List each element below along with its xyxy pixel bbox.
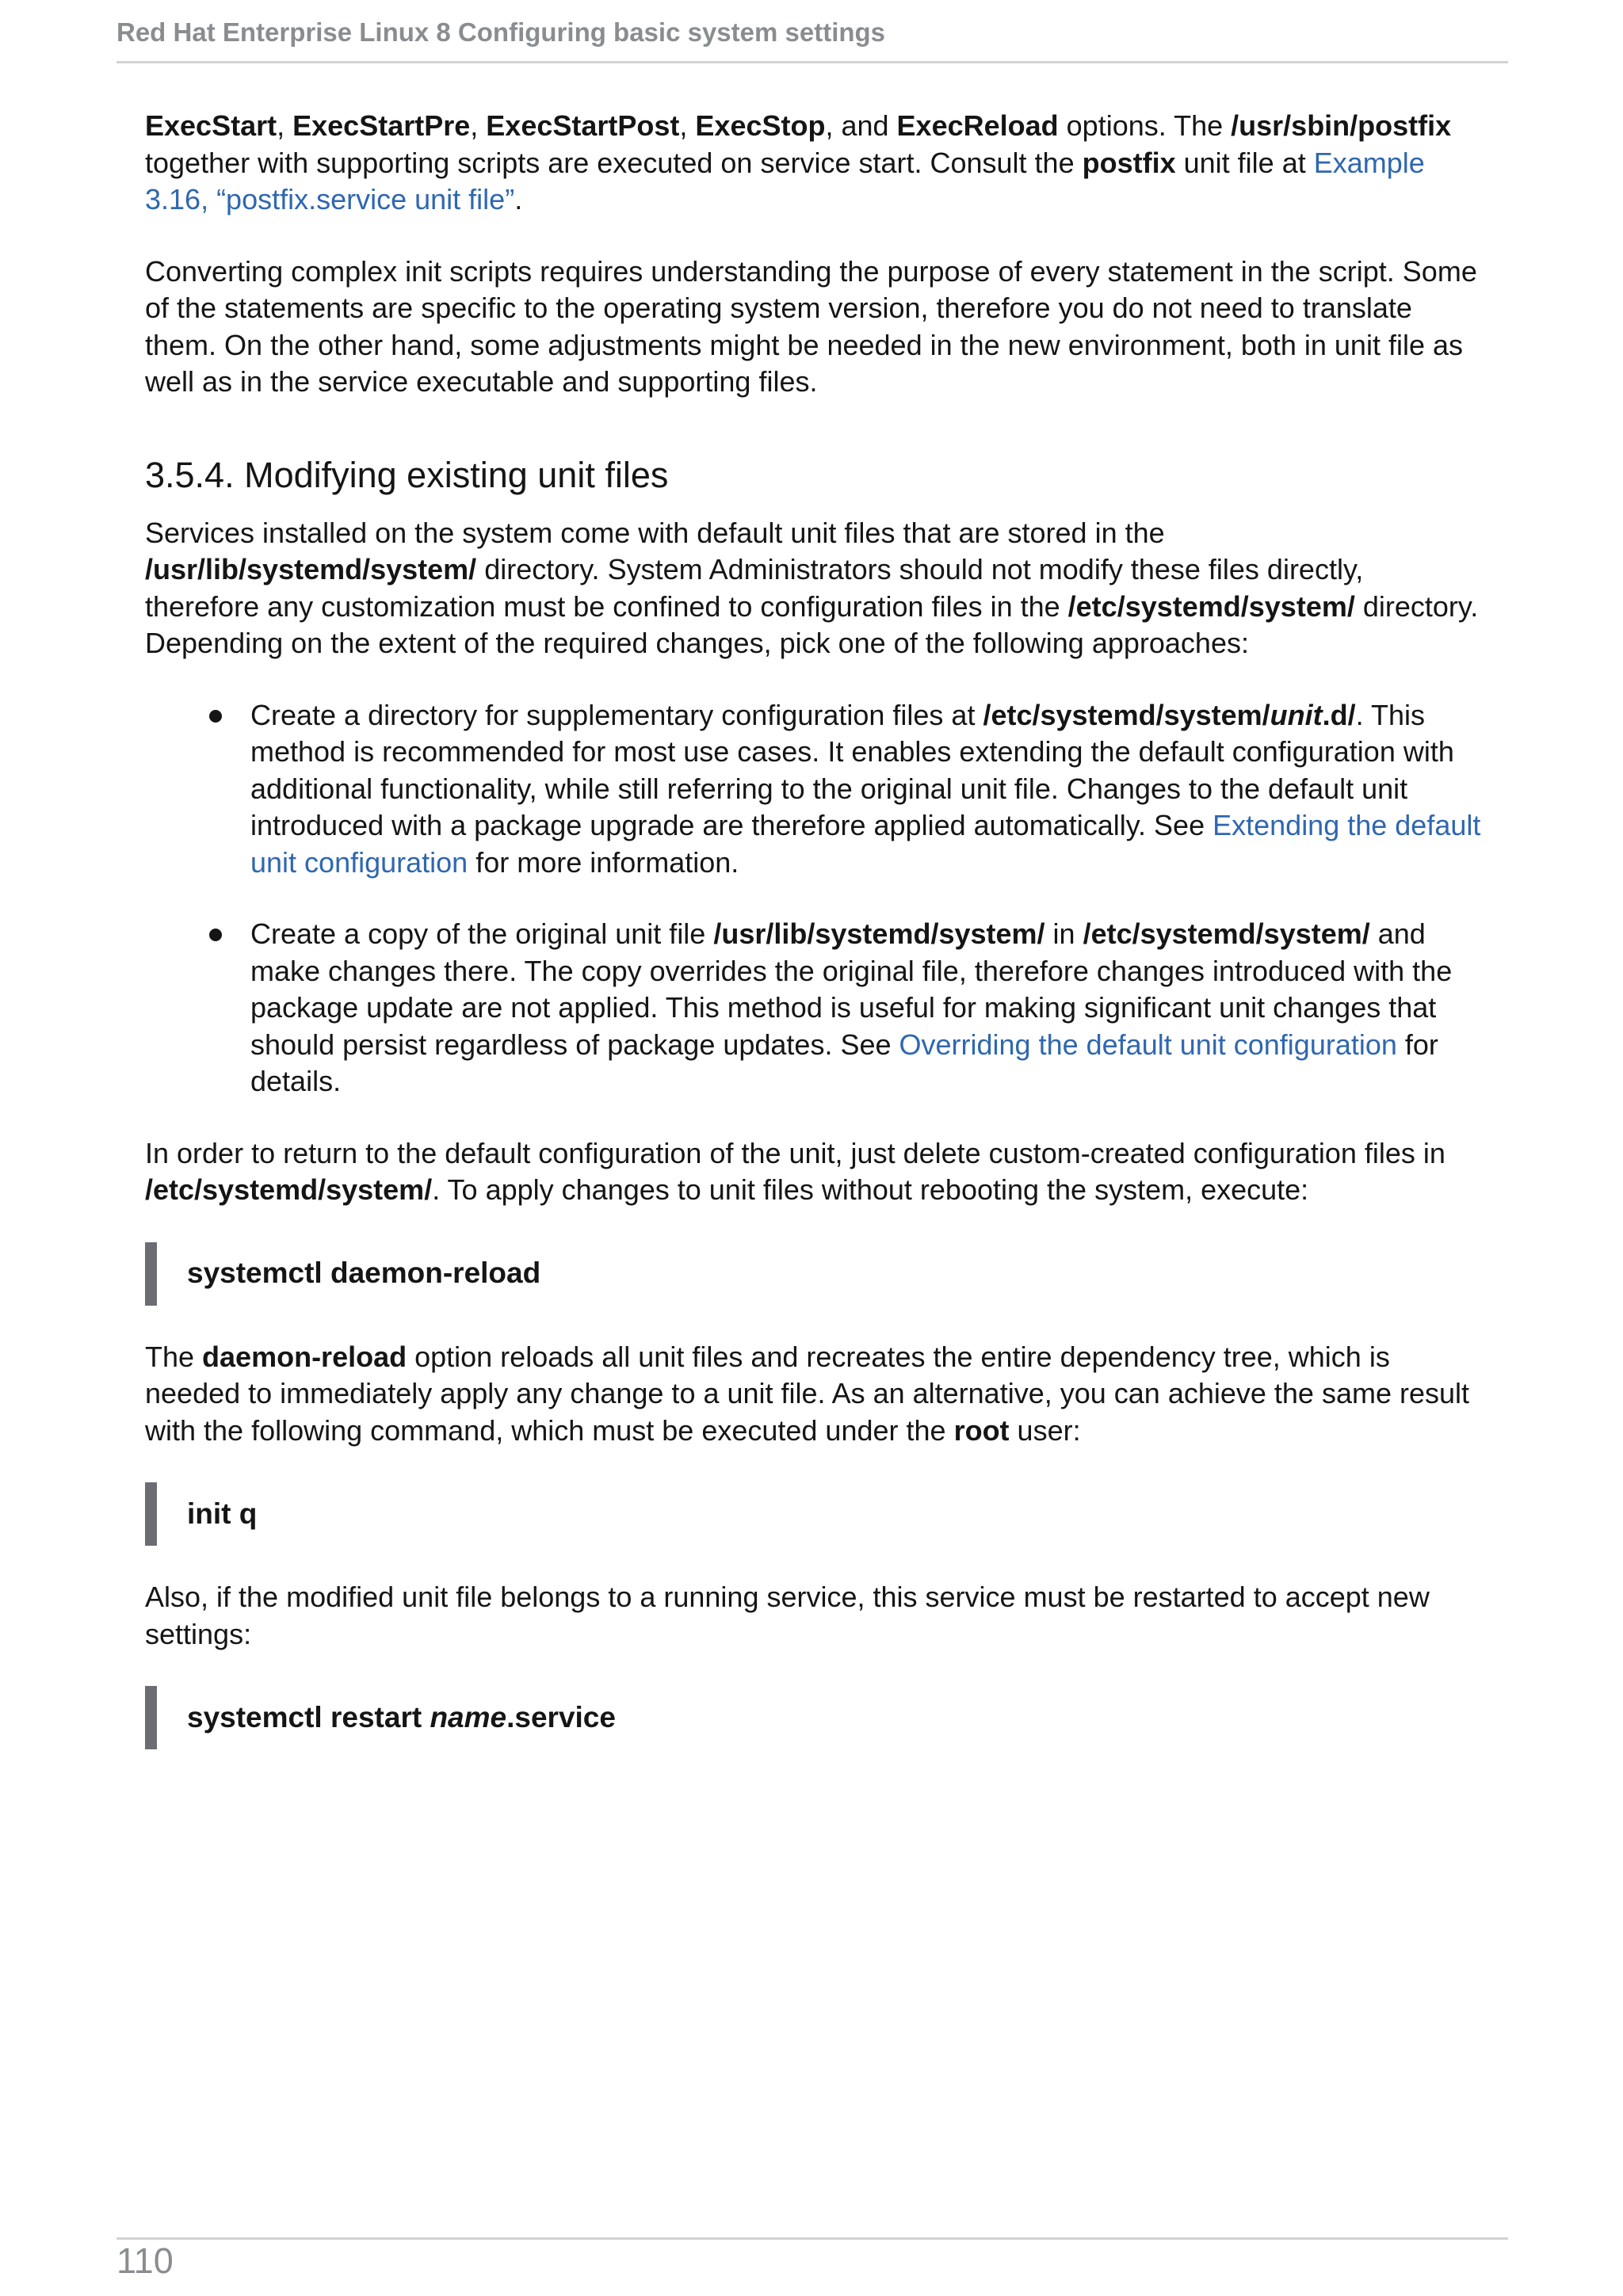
list-item: Create a directory for supplementary configuration files at /etc/systemd/system/unit.d/. This method is recommended for most use cases. It enables extending the default configuration with additional functionality, while still referring to the original unit file. Changes to the default unit introduced with a package upgrade are therefore applied automatically. See Extending the default unit configuration for more information. xyxy=(145,697,1484,882)
command-text: init q xyxy=(187,1497,258,1530)
command-text: systemctl daemon-reload xyxy=(187,1257,541,1290)
return-paragraph: In order to return to the default configuration of the unit, just delete custom-created configuration files in /etc/systemd/system/. To apply changes to unit files without rebooting the system, execute: xyxy=(145,1136,1445,1206)
extending-config-link[interactable]: Extending the default unit configuration xyxy=(250,809,1481,879)
path-usr-lib-systemd: /usr/lib/systemd/system/ xyxy=(145,553,477,585)
intro-paragraph: ExecStart, ExecStartPre, ExecStartPost, ExecStop, and ExecReload options. The /usr/sbin/postfix together with supporting scripts are executed on service start. Consult the postfix unit file at Example 3.16, “postfix.service unit file”. xyxy=(145,109,1452,215)
path-etc-systemd: /etc/systemd/system/ xyxy=(145,1173,433,1206)
daemon-reload-paragraph: The daemon-reload option reloads all unit files and recreates the entire dependency tree, which is needed to immediately apply any change to a unit file. As an alternative, you can achieve the same result with the following command, which must be executed under the root user: xyxy=(145,1340,1470,1447)
option-execstart: ExecStart xyxy=(145,109,277,142)
services-paragraph: Services installed on the system come with default unit files that are stored in the /usr/lib/systemd/system/ directory. System Administrators should not modify these files directly, therefore any customization must be confined to configuration files in the /etc/systemd/system/ directory. Depending on the extent of the required changes, pick one of the following approaches: xyxy=(145,516,1479,659)
option-execstartpre: ExecStartPre xyxy=(292,109,471,142)
approaches-list xyxy=(145,697,1484,1100)
section-heading: 3.5.4. Modifying existing unit files xyxy=(145,454,669,495)
code-block-daemon-reload xyxy=(145,1242,1484,1306)
command-text: systemctl restart name.service xyxy=(187,1700,616,1733)
page-number: 110 xyxy=(116,2241,174,2281)
bullet-icon xyxy=(209,710,222,723)
code-block-bar xyxy=(145,1686,157,1749)
restart-paragraph: Also, if the modified unit file belongs to a running service, this service must be restarted to accept new settings: xyxy=(145,1581,1430,1650)
converting-paragraph: Converting complex init scripts requires understanding the purpose of every statement in the script. Some of the statements are specific to the operating system version, therefore you do not need to translate them. On the other hand, some adjustments might be needed in the new environment, both in unit file as well as in the service executable and supporting files. xyxy=(145,254,1477,398)
root-user: root xyxy=(953,1413,1010,1447)
header-divider xyxy=(116,61,1508,63)
option-execreload: ExecReload xyxy=(896,109,1059,142)
path-etc-systemd: /etc/systemd/system/ xyxy=(1083,917,1370,950)
option-execstop: ExecStop xyxy=(695,109,826,142)
unit-name-postfix: postfix xyxy=(1082,146,1176,179)
example-link[interactable]: Example 3.16, “postfix.service unit file” xyxy=(145,146,1425,215)
bullet-icon xyxy=(209,929,222,941)
list-item: Create a copy of the original unit file /usr/lib/systemd/system/ in /etc/systemd/system/ and make changes there. The copy overrides the original file, therefore changes introduced with the package update are not applied. This method is useful for making significant unit changes that should persist regardless of package updates. See Overriding the default unit configuration for details. xyxy=(145,916,1484,1100)
path-etc-systemd: /etc/systemd/system/ xyxy=(1067,589,1355,623)
page-content xyxy=(145,108,1484,1783)
path-usr-lib-systemd: /usr/lib/systemd/system/ xyxy=(713,917,1045,950)
running-header: Red Hat Enterprise Linux 8 Configuring basic system settings xyxy=(116,17,886,47)
code-block-init-q xyxy=(145,1482,1484,1546)
path-dropin-dir: /etc/systemd/system/unit.d/ xyxy=(983,698,1356,731)
code-block-bar xyxy=(145,1242,157,1306)
option-daemon-reload: daemon-reload xyxy=(202,1340,407,1373)
code-block-restart xyxy=(145,1686,1484,1749)
overriding-config-link[interactable]: Overriding the default unit configuration xyxy=(899,1028,1397,1061)
code-block-bar xyxy=(145,1482,157,1546)
option-execstartpost: ExecStartPost xyxy=(486,109,680,142)
path-postfix: /usr/sbin/postfix xyxy=(1231,109,1452,142)
footer-divider xyxy=(116,2237,1508,2240)
